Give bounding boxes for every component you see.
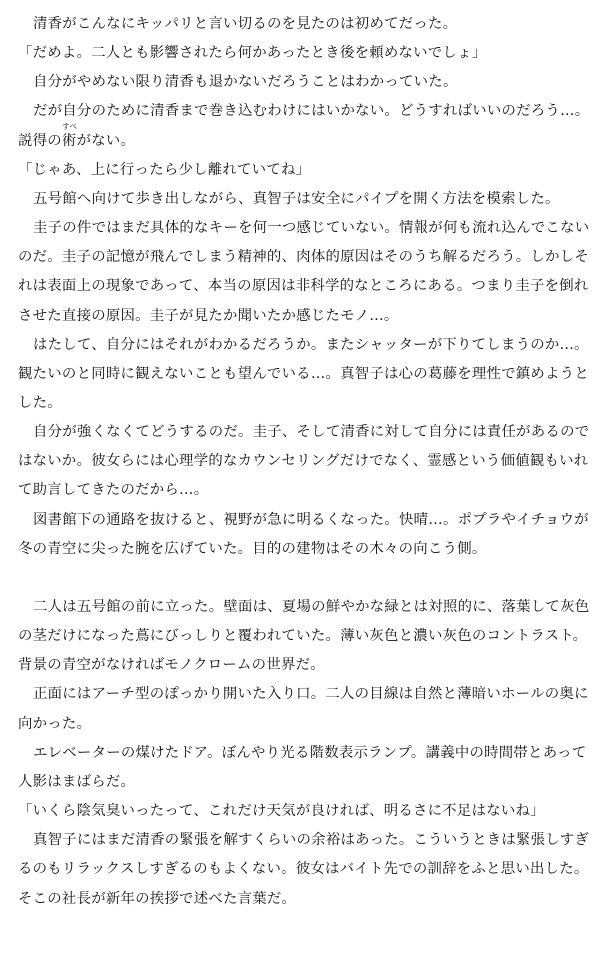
text-line: した。: [18, 394, 62, 411]
text-line: 自分がやめない限り清香も退かないだろうことはわかっていた。: [33, 74, 458, 91]
text-line: 清香がこんなにキッパリと言い切るのを見たのは初めてだった。: [33, 16, 458, 32]
text-line: だが自分のために清香まで巻き込むわけにはいかない。どうすればいいのだろう…。: [33, 103, 590, 120]
text-line: させた直接の原因。圭子が見たか聞いたか感じたモノ…。: [18, 307, 399, 324]
text-line: 自分が強くなくてどうするのだ。圭子、そして清香に対して自分には責任があるので: [33, 424, 590, 441]
text-line: のだ。圭子の記憶が飛んでしまう精神的、肉体的原因はそのうち解るだろう。しかしそ: [18, 249, 589, 266]
text-line: て助言してきたのだから…。: [18, 482, 209, 499]
text-line: 図書館下の通路を抜けると、視野が急に明るくなった。快晴…。ポプラやイチョウが: [33, 511, 589, 528]
text-line: の茎だけになった蔦にびっしりと覆われていた。薄い灰色と濃い灰色のコントラスト。: [18, 628, 588, 645]
text-line: 「じゃあ、上に行ったら少し離れていてね」: [18, 161, 311, 178]
text-line: るのもリラックスしすぎるのもよくない。彼女はバイト先での訓辞をふと思い出した。: [18, 861, 589, 878]
text-line: 向かった。: [18, 715, 92, 732]
text-line: れは表面上の現象であって、本当の原因は非科学的なところにある。つまり圭子を倒れ: [18, 278, 589, 295]
text-line: 正面にはアーチ型のぽっかり開いた入り口。二人の目線は自然と薄暗いホールの奥に: [33, 686, 589, 703]
text-line: 冬の青空に尖った腕を広げていた。目的の建物はその木々の向こう側。: [18, 540, 487, 557]
ruby-annotation: すべ: [62, 121, 77, 131]
text-line: 二人は五号館の前に立った。壁面は、夏場の鮮やかな緑とは対照的に、落葉して灰色: [33, 599, 590, 615]
text-line: 真智子にはまだ清香の緊張を解すくらいの余裕はあった。こういうときは緊張しすぎ: [33, 832, 590, 849]
text-line: 人影はまばらだ。: [18, 773, 136, 790]
text-line: 背景の青空がなければモノクロームの世界だ。: [18, 657, 325, 674]
text-line: はないか。彼女らには心理学的なカウンセリングだけでなく、霊感という価値観もいれ: [18, 453, 589, 470]
text-line: 説得の術がない。: [18, 132, 136, 149]
blank-line: [18, 569, 598, 587]
text-line: 圭子の件ではまだ具体的なキーを何一つ感じていない。情報が何も流れ込んでこない: [33, 220, 590, 237]
text-line: エレベーターの煤けたドア。ぼんやり光る階数表示ランプ。講義中の時間帯とあって: [33, 744, 587, 761]
text-line: はたして、自分にはそれがわかるだろうか。またシャッターが下りてしまうのか…。: [33, 336, 589, 353]
text-line: そこの社長が新年の挨拶で述べた言葉だ。: [18, 890, 297, 907]
text-line: 観たいのと同時に観えないことも望んでいる…。真智子は心の葛藤を理性で鎮めようと: [18, 365, 589, 382]
text-line: 「いくら陰気臭いったって、これだけ天気が良ければ、明るさに不足はないね」: [18, 803, 545, 820]
text-line: 五号館へ向けて歩き出しながら、真智子は安全にパイプを開く方法を模索した。: [33, 190, 560, 207]
text-line: 「だめよ。二人とも影響されたら何かあったとき後を頼めないでしょ」: [18, 45, 487, 62]
